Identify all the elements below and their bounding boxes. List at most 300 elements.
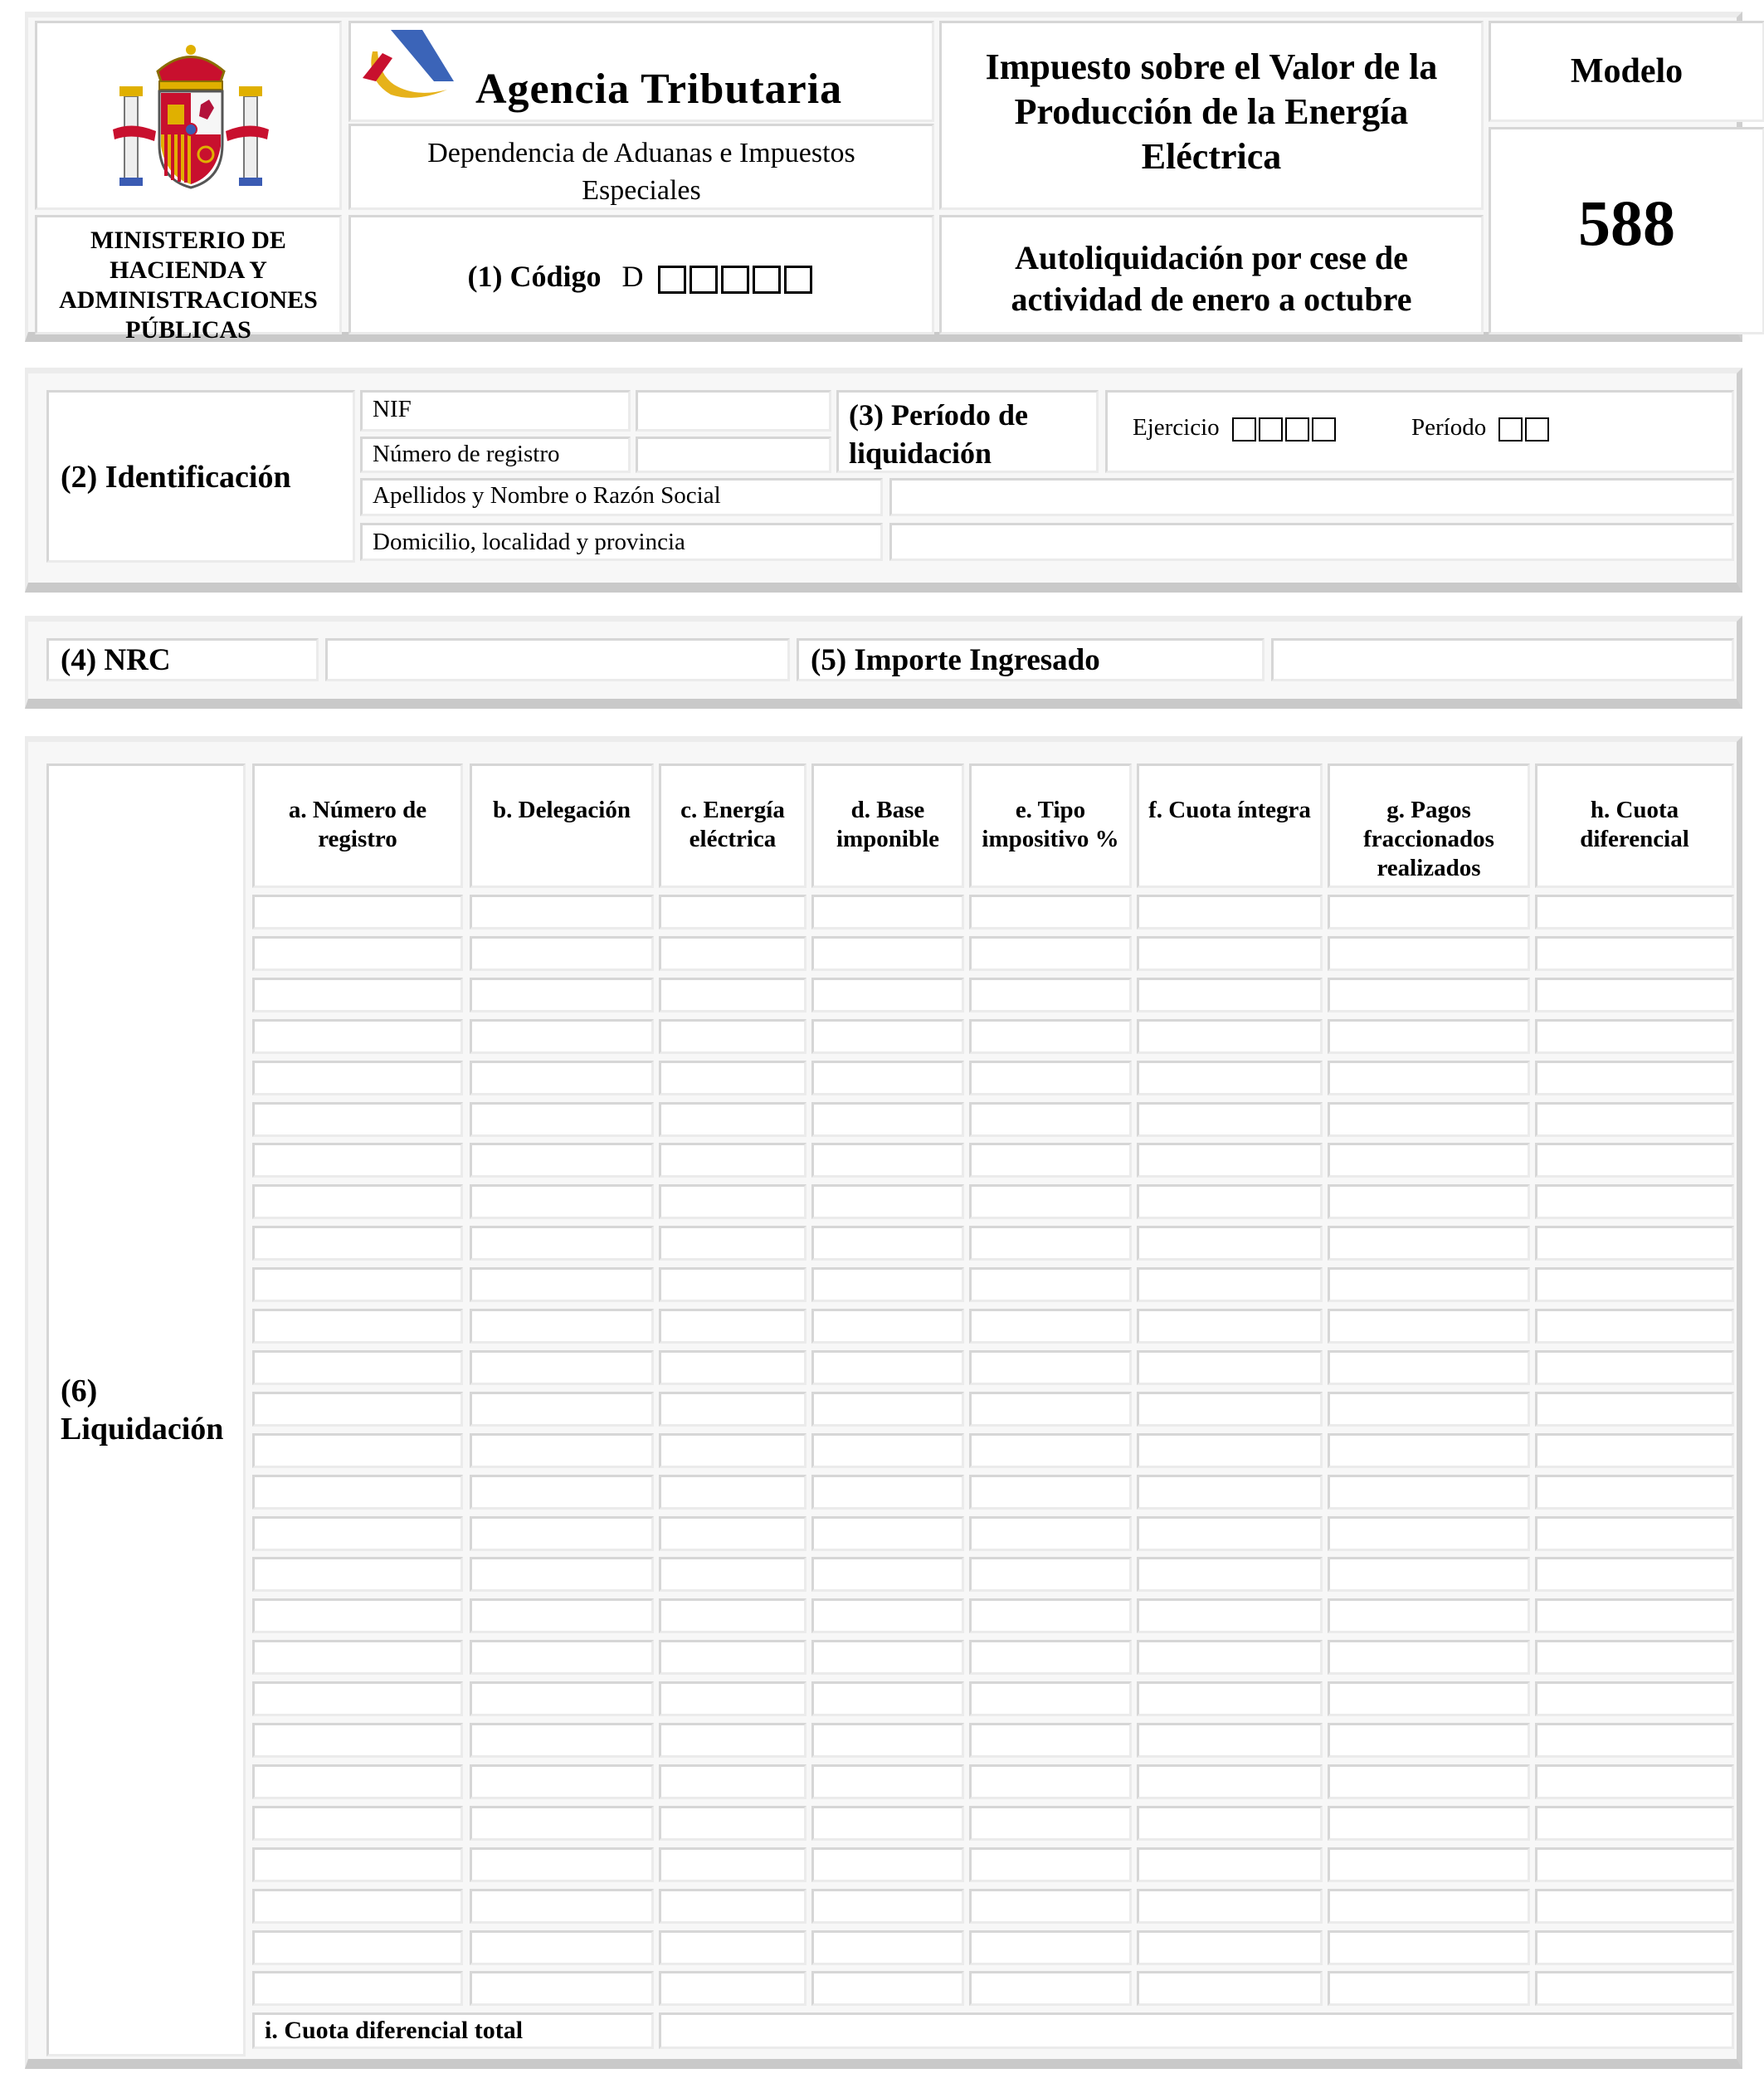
liquidacion-input[interactable] (969, 1681, 1132, 1716)
column-header (1328, 763, 1530, 888)
liquidacion-input[interactable] (811, 1806, 964, 1841)
liquidacion-input[interactable] (1328, 1723, 1530, 1758)
liquidacion-input[interactable] (811, 1143, 964, 1178)
coat-of-arms-cell (35, 21, 342, 210)
liquidacion-input[interactable] (1535, 1681, 1734, 1716)
liquidacion-input[interactable] (1328, 1019, 1530, 1054)
nombre-label: Apellidos y Nombre o Razón Social (373, 482, 721, 509)
codigo-box[interactable] (753, 266, 781, 294)
importe-label-cell (797, 638, 1265, 681)
total-input[interactable] (659, 2012, 1734, 2049)
liquidacion-input[interactable] (659, 1184, 806, 1219)
liquidacion-input[interactable] (659, 1723, 806, 1758)
liquidacion-input[interactable] (470, 1806, 654, 1841)
codigo-box[interactable] (721, 266, 749, 294)
liquidacion-input[interactable] (1535, 1267, 1734, 1302)
column-header-label: b. Delegación (493, 797, 631, 823)
liquidacion-input[interactable] (659, 1847, 806, 1882)
liquidacion-input[interactable] (252, 1267, 463, 1302)
liquidacion-input[interactable] (1535, 978, 1734, 1012)
liquidacion-input[interactable] (252, 1889, 463, 1924)
liquidacion-input[interactable] (811, 1723, 964, 1758)
tax-title-cell (939, 21, 1484, 210)
liquidacion-input[interactable] (1137, 978, 1323, 1012)
column-header-label: c. Energía eléctrica (680, 797, 785, 852)
liquidacion-input[interactable] (252, 1143, 463, 1178)
liquidacion-input[interactable] (470, 1516, 654, 1551)
liquidacion-input[interactable] (252, 936, 463, 971)
registro-label: Número de registro (373, 441, 560, 467)
liquidacion-input[interactable] (470, 1681, 654, 1716)
liquidacion-input[interactable] (1137, 1267, 1323, 1302)
domicilio-label: Domicilio, localidad y provincia (373, 529, 685, 555)
liquidacion-input[interactable] (1137, 1226, 1323, 1261)
identificacion-label: (2) Identificación (61, 460, 291, 495)
liquidacion-input[interactable] (811, 1019, 964, 1054)
liquidacion-input[interactable] (470, 1019, 654, 1054)
liquidacion-input[interactable] (969, 1184, 1132, 1219)
liquidacion-input[interactable] (811, 1640, 964, 1675)
column-header-label: g. Pagos fraccionados realizados (1363, 797, 1494, 881)
liquidacion-input[interactable] (969, 1930, 1132, 1965)
liquidacion-input[interactable] (659, 1640, 806, 1675)
liquidacion-input[interactable] (659, 936, 806, 971)
ejercicio-box[interactable] (1312, 417, 1336, 442)
liquidacion-input[interactable] (1535, 1309, 1734, 1344)
liquidacion-input[interactable] (1535, 1019, 1734, 1054)
liquidacion-input[interactable] (1535, 1143, 1734, 1178)
liquidacion-input[interactable] (252, 1516, 463, 1551)
liquidacion-input[interactable] (659, 1516, 806, 1551)
liquidacion-input[interactable] (470, 1475, 654, 1510)
liquidacion-input[interactable] (470, 1971, 654, 2006)
liquidacion-input[interactable] (1535, 936, 1734, 971)
liquidacion-input[interactable] (1535, 1226, 1734, 1261)
liquidacion-input[interactable] (811, 1350, 964, 1385)
liquidacion-input[interactable] (470, 895, 654, 929)
liquidacion-input[interactable] (1535, 1475, 1734, 1510)
ministry-name: MINISTERIO DE HACIENDA Y ADMINISTRACIONES PÚBLICAS (59, 227, 318, 344)
liquidacion-input[interactable] (659, 978, 806, 1012)
liquidacion-input[interactable] (1535, 1806, 1734, 1841)
modelo-label: Modelo (1570, 52, 1684, 90)
liquidacion-input[interactable] (811, 1764, 964, 1799)
liquidacion-input[interactable] (252, 1971, 463, 2006)
liquidacion-input[interactable] (969, 1019, 1132, 1054)
subtitle-cell (939, 215, 1484, 334)
liquidacion-input[interactable] (470, 1598, 654, 1633)
liquidacion-input[interactable] (1535, 1930, 1734, 1965)
liquidacion-input[interactable] (811, 1971, 964, 2006)
liquidacion-input[interactable] (252, 1930, 463, 1965)
liquidacion-input[interactable] (659, 1309, 806, 1344)
liquidacion-input[interactable] (811, 1847, 964, 1882)
periodo-box[interactable] (1498, 417, 1523, 442)
importe-input[interactable] (1271, 638, 1734, 681)
agency-name: Agencia Tributaria (475, 66, 843, 113)
nombre-input[interactable] (889, 478, 1734, 516)
codigo-box[interactable] (784, 266, 812, 294)
liquidacion-input[interactable] (1137, 1971, 1323, 2006)
liquidacion-input[interactable] (969, 1475, 1132, 1510)
liquidacion-input[interactable] (252, 1309, 463, 1344)
column-header (1137, 763, 1323, 888)
nombre-label-cell (360, 478, 883, 516)
liquidacion-input[interactable] (1137, 1806, 1323, 1841)
liquidacion-input[interactable] (1535, 1971, 1734, 2006)
column-header-label: f. Cuota íntegra (1148, 797, 1311, 823)
liquidacion-input[interactable] (470, 1061, 654, 1095)
liquidacion-input[interactable] (1535, 1350, 1734, 1385)
liquidacion-input[interactable] (470, 1350, 654, 1385)
liquidacion-input[interactable] (1137, 1061, 1323, 1095)
liquidacion-input[interactable] (252, 1681, 463, 1716)
liquidacion-input[interactable] (252, 1433, 463, 1468)
liquidacion-input[interactable] (1328, 1392, 1530, 1427)
liquidacion-input[interactable] (1137, 1350, 1323, 1385)
liquidacion-input[interactable] (969, 1723, 1132, 1758)
liquidacion-input[interactable] (252, 1557, 463, 1592)
column-header-label: d. Base imponible (836, 797, 940, 852)
liquidacion-input[interactable] (1328, 1350, 1530, 1385)
registro-label-cell (360, 437, 631, 473)
liquidacion-input[interactable] (1328, 1847, 1530, 1882)
liquidacion-section (25, 736, 1742, 2069)
liquidacion-input[interactable] (811, 1226, 964, 1261)
liquidacion-input[interactable] (969, 936, 1132, 971)
liquidacion-input[interactable] (1137, 1475, 1323, 1510)
liquidacion-input[interactable] (252, 1764, 463, 1799)
liquidacion-input[interactable] (1328, 1226, 1530, 1261)
liquidacion-input[interactable] (252, 1226, 463, 1261)
liquidacion-input[interactable] (1137, 1557, 1323, 1592)
agency-logo-icon (358, 27, 457, 114)
liquidacion-input[interactable] (1137, 1309, 1323, 1344)
liquidacion-input[interactable] (811, 895, 964, 929)
identificacion-label-cell (46, 390, 355, 563)
liquidacion-input[interactable] (969, 895, 1132, 929)
codigo-boxes[interactable] (658, 260, 816, 293)
liquidacion-input[interactable] (969, 1226, 1132, 1261)
liquidacion-input[interactable] (969, 1971, 1132, 2006)
liquidacion-grid (28, 742, 1737, 2059)
liquidacion-input[interactable] (969, 1847, 1132, 1882)
codigo-cell (348, 215, 934, 334)
liquidacion-input[interactable] (1137, 1640, 1323, 1675)
liquidacion-input[interactable] (1137, 1433, 1323, 1468)
liquidacion-input[interactable] (811, 1392, 964, 1427)
modelo-label-cell (1489, 21, 1764, 122)
liquidacion-input[interactable] (1137, 1723, 1323, 1758)
liquidacion-input[interactable] (811, 1681, 964, 1716)
liquidacion-input[interactable] (969, 978, 1132, 1012)
agency-subtitle: Dependencia de Aduanas e Impuestos Especiales (427, 138, 855, 206)
nif-label-cell (360, 390, 631, 432)
liquidacion-input[interactable] (1137, 1143, 1323, 1178)
liquidacion-input[interactable] (1328, 1889, 1530, 1924)
identificacion-section (25, 368, 1742, 593)
liquidacion-input[interactable] (470, 978, 654, 1012)
codigo-box[interactable] (690, 266, 718, 294)
header-section (25, 12, 1742, 342)
liquidacion-input[interactable] (252, 1847, 463, 1882)
ejercicio-box[interactable] (1232, 417, 1256, 442)
liquidacion-input[interactable] (252, 1061, 463, 1095)
liquidacion-input[interactable] (1328, 1143, 1530, 1178)
liquidacion-input[interactable] (470, 1433, 654, 1468)
ejercicio-boxes[interactable] (1232, 414, 1338, 441)
column-header-label: a. Número de registro (288, 797, 427, 852)
importe-label: (5) Importe Ingresado (811, 643, 1100, 677)
liquidacion-input[interactable] (659, 1143, 806, 1178)
liquidacion-input[interactable] (1137, 1847, 1323, 1882)
liquidacion-input[interactable] (1137, 1930, 1323, 1965)
liquidacion-input[interactable] (659, 1226, 806, 1261)
liquidacion-input[interactable] (1328, 1806, 1530, 1841)
liquidacion-input[interactable] (811, 1102, 964, 1137)
liquidacion-input[interactable] (659, 1598, 806, 1633)
tax-title: Impuesto sobre el Valor de la Producción de la Energía Eléctrica (985, 46, 1438, 177)
liquidacion-input[interactable] (1137, 1392, 1323, 1427)
liquidacion-input[interactable] (811, 1557, 964, 1592)
ejercicio-label: Ejercicio (1133, 414, 1220, 441)
liquidacion-input[interactable] (252, 1392, 463, 1427)
liquidacion-input[interactable] (1535, 1598, 1734, 1633)
liquidacion-input[interactable] (1328, 1557, 1530, 1592)
liquidacion-input[interactable] (470, 1267, 654, 1302)
column-header (969, 763, 1132, 888)
liquidacion-input[interactable] (1137, 1102, 1323, 1137)
codigo-box[interactable] (658, 266, 686, 294)
liquidacion-input[interactable] (1328, 1930, 1530, 1965)
liquidacion-input[interactable] (659, 1102, 806, 1137)
liquidacion-input[interactable] (1137, 1184, 1323, 1219)
liquidacion-input[interactable] (252, 1806, 463, 1841)
liquidacion-input[interactable] (811, 1061, 964, 1095)
liquidacion-input[interactable] (1328, 936, 1530, 971)
liquidacion-input[interactable] (1535, 1516, 1734, 1551)
liquidacion-input[interactable] (811, 1598, 964, 1633)
liquidacion-input[interactable] (1328, 1433, 1530, 1468)
liquidacion-input[interactable] (252, 1102, 463, 1137)
ejercicio-periodo-cell (1105, 390, 1734, 473)
codigo-label: (1) Código (467, 260, 602, 293)
nrc-label-cell (46, 638, 319, 681)
liquidacion-input[interactable] (470, 1392, 654, 1427)
liquidacion-input[interactable] (470, 1226, 654, 1261)
liquidacion-input[interactable] (252, 1598, 463, 1633)
nrc-input[interactable] (325, 638, 790, 681)
liquidacion-input[interactable] (969, 1392, 1132, 1427)
liquidacion-input[interactable] (1328, 1102, 1530, 1137)
total-label: i. Cuota diferencial total (265, 2017, 524, 2045)
liquidacion-input[interactable] (659, 1475, 806, 1510)
agency-name-cell (348, 21, 934, 122)
liquidacion-input[interactable] (659, 1019, 806, 1054)
liquidacion-input[interactable] (470, 1143, 654, 1178)
liquidacion-input[interactable] (1535, 1889, 1734, 1924)
liquidacion-input[interactable] (1328, 1764, 1530, 1799)
liquidacion-input[interactable] (811, 1184, 964, 1219)
liquidacion-input[interactable] (811, 1309, 964, 1344)
liquidacion-input[interactable] (659, 1889, 806, 1924)
liquidacion-input[interactable] (1535, 895, 1734, 929)
liquidacion-input[interactable] (1137, 936, 1323, 971)
liquidacion-input[interactable] (969, 1350, 1132, 1385)
liquidacion-input[interactable] (252, 1640, 463, 1675)
liquidacion-input[interactable] (252, 1019, 463, 1054)
liquidacion-input[interactable] (1535, 1764, 1734, 1799)
subtitle: Autoliquidación por cese de actividad de enero a octubre (1011, 239, 1412, 318)
liquidacion-input[interactable] (252, 895, 463, 929)
liquidacion-input[interactable] (1535, 1723, 1734, 1758)
liquidacion-input[interactable] (1137, 1516, 1323, 1551)
liquidacion-input[interactable] (252, 978, 463, 1012)
periodo-boxes[interactable] (1498, 414, 1552, 441)
liquidacion-input[interactable] (659, 1930, 806, 1965)
liquidacion-input[interactable] (659, 1971, 806, 2006)
liquidacion-input[interactable] (969, 1557, 1132, 1592)
liquidacion-input[interactable] (969, 1640, 1132, 1675)
liquidacion-input[interactable] (659, 1557, 806, 1592)
liquidacion-input[interactable] (470, 1309, 654, 1344)
liquidacion-input[interactable] (470, 1723, 654, 1758)
liquidacion-input[interactable] (1535, 1061, 1734, 1095)
liquidacion-input[interactable] (811, 936, 964, 971)
liquidacion-input[interactable] (1137, 1889, 1323, 1924)
liquidacion-input[interactable] (1328, 1516, 1530, 1551)
modelo-number: 588 (1578, 187, 1675, 259)
liquidacion-input[interactable] (1535, 1102, 1734, 1137)
total-label-cell (252, 2012, 654, 2049)
liquidacion-input[interactable] (1328, 1061, 1530, 1095)
liquidacion-input[interactable] (470, 1102, 654, 1137)
liquidacion-input[interactable] (252, 1475, 463, 1510)
column-header (252, 763, 463, 888)
liquidacion-input[interactable] (969, 1598, 1132, 1633)
liquidacion-input[interactable] (811, 1475, 964, 1510)
liquidacion-input[interactable] (969, 1889, 1132, 1924)
liquidacion-input[interactable] (1535, 1433, 1734, 1468)
liquidacion-input[interactable] (1328, 1971, 1530, 2006)
liquidacion-input[interactable] (470, 1557, 654, 1592)
liquidacion-input[interactable] (969, 1764, 1132, 1799)
pago-section (25, 616, 1742, 709)
ejercicio-box[interactable] (1259, 417, 1283, 442)
domicilio-label-cell (360, 523, 883, 561)
liquidacion-input[interactable] (1137, 1764, 1323, 1799)
liquidacion-input[interactable] (1535, 1640, 1734, 1675)
ejercicio-box[interactable] (1285, 417, 1309, 442)
codigo-prefix: D (621, 260, 644, 293)
liquidacion-input[interactable] (1328, 1640, 1530, 1675)
liquidacion-input[interactable] (659, 1764, 806, 1799)
liquidacion-input[interactable] (1535, 1847, 1734, 1882)
domicilio-input[interactable] (889, 523, 1734, 561)
liquidacion-input[interactable] (1137, 1019, 1323, 1054)
liquidacion-input[interactable] (470, 1930, 654, 1965)
liquidacion-input[interactable] (969, 1267, 1132, 1302)
liquidacion-input[interactable] (470, 1847, 654, 1882)
column-header (1535, 763, 1734, 888)
liquidacion-input[interactable] (659, 1392, 806, 1427)
liquidacion-input[interactable] (470, 1640, 654, 1675)
liquidacion-input[interactable] (470, 1764, 654, 1799)
column-header-label: e. Tipo impositivo % (982, 797, 1119, 852)
liquidacion-input[interactable] (659, 1061, 806, 1095)
column-header-label: h. Cuota diferencial (1580, 797, 1689, 852)
liquidacion-input[interactable] (969, 1061, 1132, 1095)
nrc-label: (4) NRC (61, 643, 171, 677)
liquidacion-number: (6) (61, 1373, 98, 1408)
liquidacion-input[interactable] (1328, 978, 1530, 1012)
liquidacion-input[interactable] (969, 1516, 1132, 1551)
ministry-cell (35, 215, 342, 344)
liquidacion-input[interactable] (1328, 1681, 1530, 1716)
liquidacion-input[interactable] (252, 1350, 463, 1385)
liquidacion-input[interactable] (659, 1681, 806, 1716)
liquidacion-input[interactable] (969, 1806, 1132, 1841)
liquidacion-input[interactable] (1535, 1557, 1734, 1592)
liquidacion-input[interactable] (1137, 895, 1323, 929)
liquidacion-input[interactable] (659, 1806, 806, 1841)
liquidacion-input[interactable] (659, 895, 806, 929)
liquidacion-input[interactable] (1328, 1475, 1530, 1510)
liquidacion-input[interactable] (1535, 1392, 1734, 1427)
liquidacion-input[interactable] (1137, 1681, 1323, 1716)
liquidacion-input[interactable] (470, 1184, 654, 1219)
liquidacion-input[interactable] (1535, 1184, 1734, 1219)
liquidacion-input[interactable] (1328, 1598, 1530, 1633)
periodo-label: Período (1411, 414, 1487, 441)
liquidacion-input[interactable] (969, 1102, 1132, 1137)
liquidacion-input[interactable] (811, 1433, 964, 1468)
modelo-number-cell (1489, 127, 1764, 334)
coat-of-arms-icon (108, 38, 274, 196)
nif-input[interactable] (636, 390, 831, 432)
column-header (659, 763, 806, 888)
liquidacion-input[interactable] (1328, 1184, 1530, 1219)
liquidacion-title: Liquidación (61, 1412, 224, 1446)
registro-input[interactable] (636, 437, 831, 473)
liquidacion-input[interactable] (811, 1930, 964, 1965)
liquidacion-input[interactable] (1328, 1309, 1530, 1344)
liquidacion-input[interactable] (1328, 1267, 1530, 1302)
liquidacion-input[interactable] (969, 1433, 1132, 1468)
liquidacion-input[interactable] (470, 1889, 654, 1924)
periodo-section-cell (836, 390, 1099, 473)
column-header (470, 763, 654, 888)
nif-label: NIF (373, 396, 412, 422)
liquidacion-input[interactable] (252, 1723, 463, 1758)
liquidacion-input[interactable] (470, 936, 654, 971)
liquidacion-input[interactable] (811, 1267, 964, 1302)
agency-sub-cell (348, 124, 934, 210)
liquidacion-input[interactable] (811, 978, 964, 1012)
liquidacion-input[interactable] (1137, 1598, 1323, 1633)
column-header (811, 763, 964, 888)
liquidacion-input[interactable] (659, 1433, 806, 1468)
liquidacion-input[interactable] (1328, 895, 1530, 929)
liquidacion-input[interactable] (811, 1516, 964, 1551)
liquidacion-input[interactable] (969, 1309, 1132, 1344)
liquidacion-input[interactable] (969, 1143, 1132, 1178)
liquidacion-input[interactable] (811, 1889, 964, 1924)
liquidacion-input[interactable] (659, 1350, 806, 1385)
liquidacion-input[interactable] (659, 1267, 806, 1302)
periodo-box[interactable] (1525, 417, 1549, 442)
liquidacion-input[interactable] (252, 1184, 463, 1219)
